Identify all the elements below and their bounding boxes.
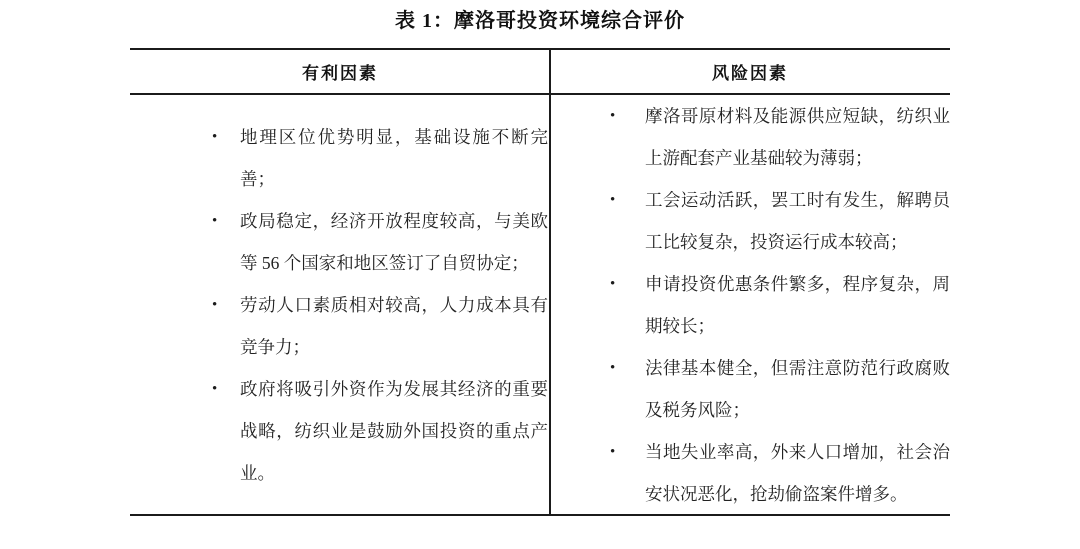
list-item	[130, 116, 550, 200]
bullet-icon: •	[610, 443, 616, 460]
item-text: 地理区位优势明显，基础设施不断完善；	[240, 126, 548, 189]
table-header-row	[130, 50, 950, 95]
column-header-favorable: 有利因素	[302, 64, 378, 83]
bullet-icon: •	[212, 128, 218, 145]
table-title: 表 1：摩洛哥投资环境综合评价	[395, 10, 685, 32]
item-text: 劳动人口素质相对较高，人力成本具有竞争力；	[240, 294, 548, 357]
list-item	[550, 179, 950, 263]
list-item	[550, 347, 950, 431]
risk-factors-cell	[550, 95, 950, 514]
list-item	[130, 200, 550, 284]
column-header-risk: 风险因素	[712, 64, 788, 83]
bullet-icon: •	[610, 275, 616, 292]
list-item	[130, 368, 550, 494]
bullet-icon: •	[610, 107, 616, 124]
table-body-row	[130, 95, 950, 514]
list-item	[550, 431, 950, 515]
bullet-icon: •	[212, 212, 218, 229]
item-text: 工会运动活跃，罢工时有发生，解聘员工比较复杂，投资运行成本较高；	[645, 189, 950, 252]
list-item	[550, 263, 950, 347]
item-text: 当地失业率高，外来人口增加，社会治安状况恶化，抢劫偷盗案件增多。	[645, 441, 950, 504]
list-item	[550, 95, 950, 179]
evaluation-table	[130, 48, 950, 516]
favorable-factors-cell	[130, 95, 550, 514]
item-text: 摩洛哥原材料及能源供应短缺，纺织业上游配套产业基础较为薄弱；	[645, 105, 950, 168]
item-text: 政府将吸引外资作为发展其经济的重要战略，纺织业是鼓励外国投资的重点产业。	[240, 378, 548, 483]
bullet-icon: •	[212, 296, 218, 313]
bullet-icon: •	[610, 359, 616, 376]
item-text: 法律基本健全，但需注意防范行政腐败及税务风险；	[645, 357, 950, 420]
favorable-factors-list	[130, 116, 550, 494]
item-text: 申请投资优惠条件繁多，程序复杂，周期较长；	[645, 273, 950, 336]
item-text: 政局稳定，经济开放程度较高，与美欧等 56 个国家和地区签订了自贸协定；	[240, 210, 548, 273]
list-item	[130, 284, 550, 368]
bullet-icon: •	[212, 380, 218, 397]
risk-factors-list	[550, 95, 950, 514]
bullet-icon: •	[610, 191, 616, 208]
column-divider	[549, 50, 551, 514]
